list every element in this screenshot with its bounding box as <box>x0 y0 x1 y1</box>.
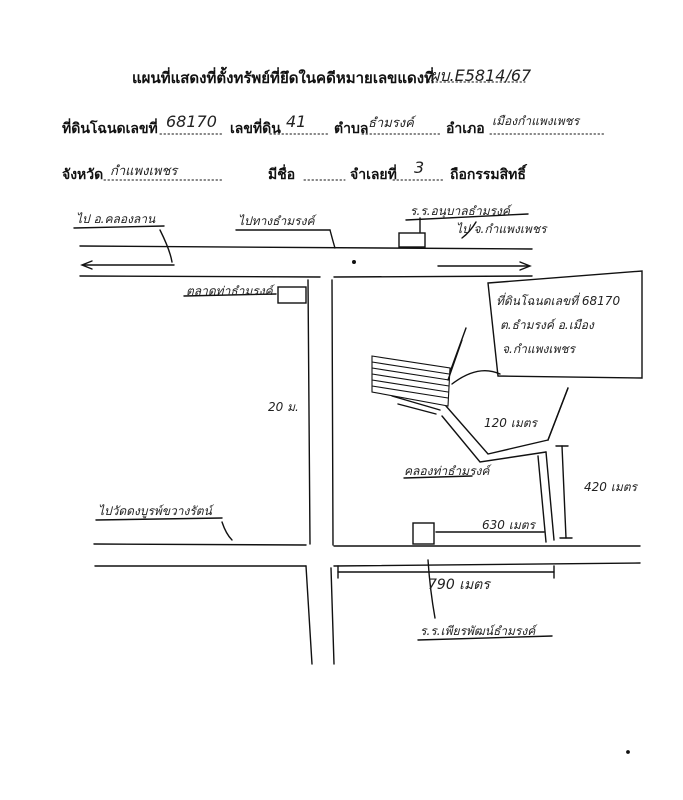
dim-420 <box>562 446 566 538</box>
subdistrict-value: ธำมรงค์ <box>368 116 414 131</box>
deed-label: ที่ดินโฉนดเลขที่ <box>62 121 158 137</box>
label-dist-790: 790 เมตร <box>428 577 490 593</box>
market-building <box>278 287 306 303</box>
school-top-building <box>399 233 425 247</box>
label-school-top: ร.ร.อนุบาลธำมรงค์ <box>410 204 510 218</box>
label-to-klong-lan: ไป อ.คลองลาน <box>76 212 156 226</box>
deed-value: 68170 <box>166 112 217 131</box>
main-road-bottom-edge <box>334 276 532 277</box>
side-road-left-edge <box>308 280 310 544</box>
label-market: ตลาดท่าธำมรงค์ <box>186 284 273 298</box>
label-dist-120: 120 เมตร <box>484 416 537 430</box>
land-no-value: 41 <box>286 112 307 131</box>
name-label: มีชื่อ <box>268 167 296 183</box>
access-lane-right <box>546 452 554 540</box>
subdistrict-label: ตำบล <box>334 121 369 137</box>
page-title: แผนที่แสดงที่ตั้งทรัพย์ที่ยึดในคดีหมายเลขแดงที่ <box>132 69 435 87</box>
case-number: ผบ.E5814/67 <box>430 66 532 85</box>
property-note-line-1: ที่ดินโฉนดเลขที่ 68170 <box>496 294 621 308</box>
number-value: 3 <box>414 158 425 177</box>
label-school-bottom: ร.ร.เพียรพัฒน์ธำมรงค์ <box>420 624 536 638</box>
label-canal: คลองท่าธำมรงค์ <box>404 464 490 478</box>
province-label: จังหวัด <box>62 167 104 183</box>
ownership-label: ถือกรรมสิทธิ์ <box>450 167 526 183</box>
district-label: อำเภอ <box>446 121 485 137</box>
property-parcel <box>372 356 450 406</box>
property-note-line-3: จ.กำแพงเพชร <box>502 342 575 356</box>
school-bottom-building <box>413 523 434 544</box>
property-note-line-2: ต.ธำมรงค์ อ.เมือง <box>500 318 594 332</box>
province-value: กำแพงเพชร <box>110 164 178 179</box>
label-road-width: 20 ม. <box>268 400 299 414</box>
label-dist-420: 420 เมตร <box>584 480 637 494</box>
label-dist-630: 630 เมตร <box>482 518 535 532</box>
district-value: เมืองกำแพงเพชร <box>492 114 580 128</box>
label-to-kamphaeng-phet: ไป จ.กำแพงเพชร <box>456 222 547 236</box>
number-label: จำเลยที่ <box>350 167 397 183</box>
label-to-pong-rat: ไปวัดดงบูรพ์ขวางรัตน์ <box>98 504 212 518</box>
label-to-tham-rong: ไปทางธำมรงค์ <box>238 214 315 228</box>
land-no-label: เลขที่ดิน <box>230 121 281 137</box>
side-road-right-edge <box>332 280 333 545</box>
main-road-top-edge <box>80 246 532 249</box>
